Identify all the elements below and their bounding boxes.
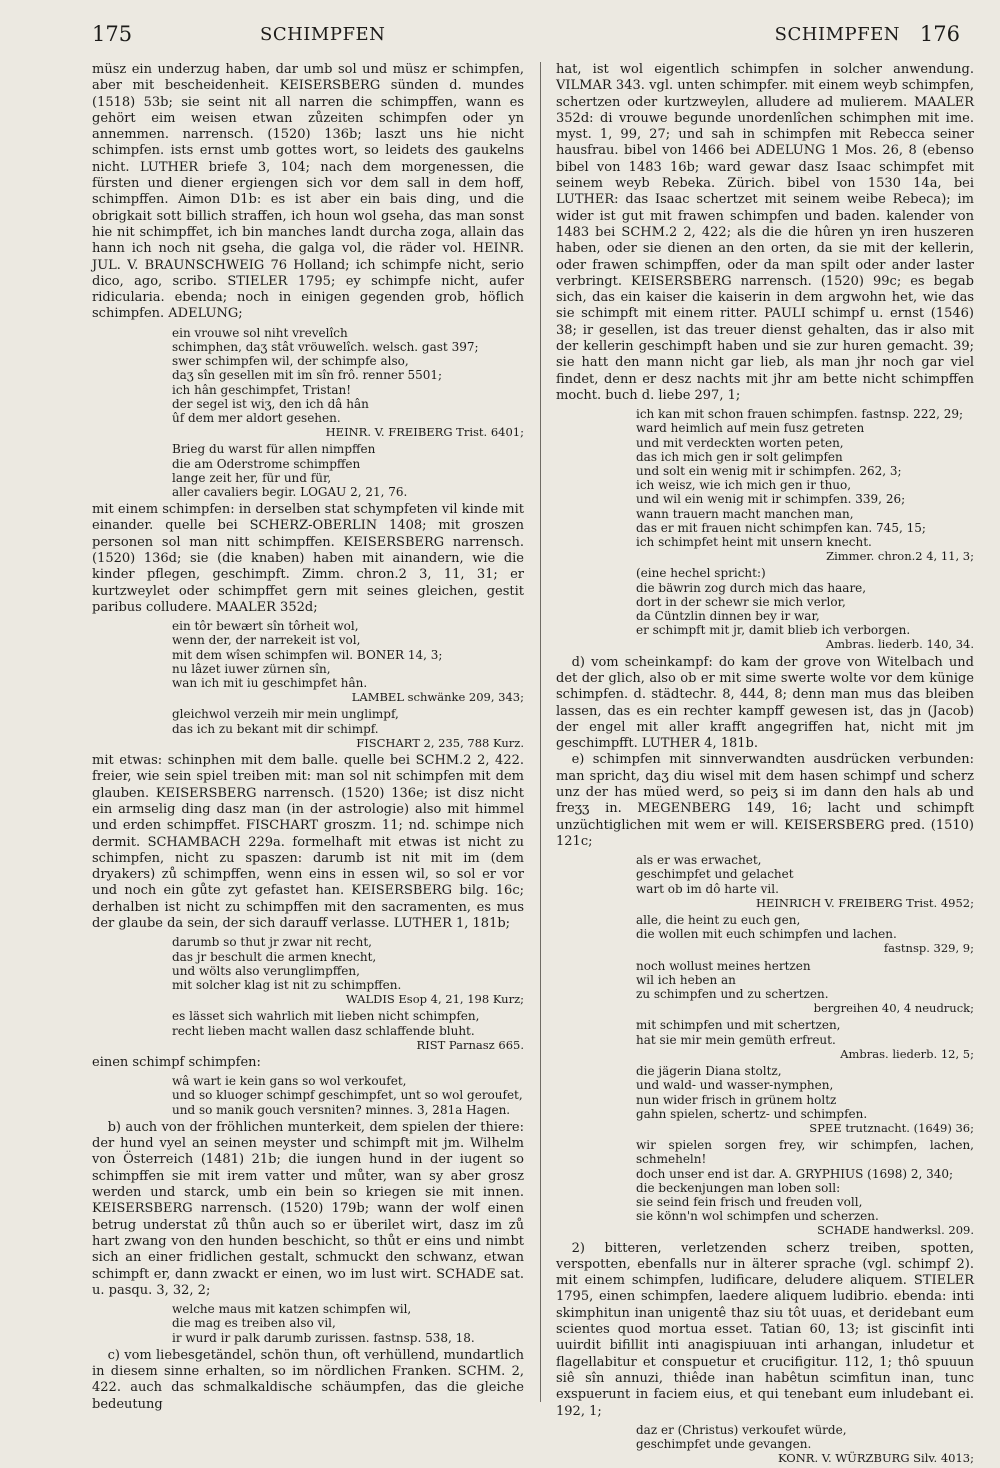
entry-paragraph: e) schimpfen mit sinnverwandten ausdrücken verbunden: man spricht, daʒ diu wisel mit dem hasen schimpf und scherz unz der has müed werd, so peiʒ si im dann den hals ab und freʒʒ in. MEGENBERG 149, 16; lacht und schimpft unzüchtiglichen mit wem er will. KEISERSBERG pred. (1510) 121c;: [556, 752, 974, 849]
verse-line: gleichwol verzeih mir mein unglimpf,: [172, 707, 399, 722]
entry-paragraph: c) vom liebesgetändel, schön thun, oft verhüllend, mundartlich in diesem sinne erhalten, so im nördlichen Franken. SCHM. 2, 422. auch das schmalkaldische schäumpfen, das die gleiche bedeutung: [92, 1347, 524, 1412]
verse-source: Ambras. liederb. 140, 34.: [825, 637, 974, 652]
verse-line: ich schimpfet heint mit unsern knecht.: [636, 535, 872, 550]
verse-line: und so manik gouch versniten? minnes. 3, 281a Hagen.: [172, 1102, 511, 1117]
verse-line: das ich mich gen ir solt gelimpfen: [636, 449, 843, 464]
verse-source: SCHADE handwerksl. 209.: [817, 1223, 974, 1238]
verse-line: ward heimlich auf mein fusz getreten: [636, 421, 865, 436]
verse-source: HEINR. V. FREIBERG Trist. 6401;: [325, 425, 524, 440]
verse-line: mit solcher klag ist nit zu schimpffen.: [172, 977, 402, 992]
verse-quotation: [172, 619, 524, 704]
verse-quotation: [172, 1074, 524, 1117]
verse-line: alle, die heint zu euch gen,: [636, 913, 801, 928]
right-column: [556, 62, 974, 1466]
verse-source: KONR. V. WÜRZBURG Silv. 4013;: [778, 1451, 974, 1466]
verse-source: SPEE trutznacht. (1649) 36;: [809, 1120, 974, 1135]
verse-line: ein tôr bewært sîn tôrheit wol,: [172, 619, 359, 634]
verse-line: darumb so thut jr zwar nit recht,: [172, 935, 372, 950]
verse-line: schimphen, daʒ stât vröuwelîch. welsch. gast 397;: [172, 339, 479, 354]
verse-source: bergreihen 40, 4 neudruck;: [813, 1001, 974, 1016]
verse-line: doch unser end ist dar. A. GRYPHIUS (1698) 2, 340;: [636, 1166, 954, 1181]
verse-line: Brieg du warst für allen nimpffen: [172, 442, 376, 457]
entry-paragraph: b) auch von der fröhlichen munterkeit, dem spielen der thiere: der hund vyel an seinen meyster und schimpft mit jm. Wilhelm von Österreich (1481) 21b; die iungen hund in der iugent so schimpffen sie mit irem vatter und můter, wan sy aber grosz werden und starck, umb ein bein so kriegen sie mit innen. KEISERSBERG narrensch. (1520) 179b; wann der wolf einen betrug understat zů thůn auch so er überilet wirt, dasz im zů hart zwang von den hunden beschicht, so thůt er eins und nimbt sich an einer fridlichen gestalt, schmuckt den schwanz, etwan schimpft er, dann zwackt er einen, wo im lust wirt. SCHADE sat. u. pasqu. 3, 32, 2;: [92, 1119, 524, 1298]
verse-source: HEINRICH V. FREIBERG Trist. 4952;: [755, 895, 974, 910]
verse-line: die jägerin Diana stoltz,: [636, 1064, 782, 1079]
verse-line: geschimpfet unde gevangen.: [636, 1437, 812, 1451]
verse-line: er schimpft mit jr, damit blieb ich verborgen.: [636, 623, 911, 638]
verse-quotation: [636, 853, 974, 910]
entry-paragraph: mit etwas: schinphen mit dem balle. quelle bei SCHM.2 2, 422. freier, wie sein spiel treiben mit: man sol nit schimpfen mit dem glauben. KEISERSBERG narrensch. (1520) 136e; ist disz nicht ein armselig ding dasz man (in der astrologie) also mit himmel und erden schimpffet. FISCHART groszm. 11; nd. schimpe nich dermit. SCHAMBACH 229a. formelhaft mit etwas ist nicht zu schimpfen, nicht zu spaszen: darumb ist nit mit im (dem dryakers) zů schimpffen, wenn eins in essen wil, so sol er vor und noch ein gůte zyt gefastet han. KEISERSBERG bilg. 16c; derhalben ist nicht zu schimpffen mit den sacramenten, es mus der glaube da sein, der sich darauff verlasse. LUTHER 1, 181b;: [92, 753, 524, 932]
verse-line: es lässet sich wahrlich mit lieben nicht schimpfen,: [172, 1009, 480, 1024]
verse-line: das ich zu bekant mit dir schimpf.: [172, 721, 379, 736]
verse-line: wâ wart ie kein gans so wol verkoufet,: [172, 1074, 407, 1089]
verse-line: ich weisz, wie ich mich gen ir thuo,: [636, 478, 852, 493]
verse-line: lange zeit her, für und für,: [172, 470, 332, 485]
left-page-number: 175: [92, 22, 133, 46]
right-running-head: SCHIMPFEN: [774, 24, 900, 45]
verse-line: wart ob im dô harte vil.: [636, 881, 779, 896]
verse-line: ir wurd ir palk darumb zurissen. fastnsp. 538, 18.: [172, 1330, 475, 1345]
verse-source: Ambras. liederb. 12, 5;: [840, 1046, 974, 1061]
entry-paragraph: d) vom scheinkampf: do kam der grove von Witelbach und det der glich, also ob er mit sime swerte wolte vor dem künige schimpfen. d. städtechr. 8, 444, 8; denn man mus das bleiben lassen, das es ein rechter kampff gewesen ist, das jn (Jacob) der engel mit aller krafft angegriffen hat, nicht mit jm geschimpfft. LUTHER 4, 181b.: [556, 654, 974, 752]
entry-paragraph: müsz ein underzug haben, dar umb sol und müsz er schimpfen, aber mit bescheidenheit. KEISERSBERG sünden d. mundes (1518) 53b; sie seint nit all narren die schimpffen, wann es gehört eim weisen etwan zůzeiten schimpfen oder yn annemmen. narrensch. (1520) 136b; laszt uns hie nicht schimpfen. ists ernst umb gottes wort, so leidets des gaukelns nicht. LUTHER briefe 3, 104; nach dem morgenessen, die fürsten und diener ergiengen sich vor dem sall in dem hoff, schimpffen. Aimon D1b: es ist aber ein bais ding, und die obrigkait sott billich straffen, ich houn wol gseha, das man sonst hie nit schimpffet, ich bin manches landt durcha zoga, allain das hann ich noch nit gseha, die galga vol, die räder vol. HEINR. JUL. V. BRAUNSCHWEIG 76 Holland; ich schimpfe nicht, serio dico, ago, scribo. STIELER 1795; ey schimpfe nicht, aufer ridicularia. ebenda; noch in einigen gegenden grob, höflich schimpfen. ADELUNG;: [92, 62, 524, 322]
verse-line: welche maus mit katzen schimpfen wil,: [172, 1302, 412, 1317]
verse-quotation: [636, 959, 974, 1016]
entry-paragraph: hat, ist wol eigentlich schimpfen in solcher anwendung. VILMAR 343. vgl. unten schimpfer. mit einem weyb schimpfen, schertzen oder kurtzweylen, alludere ad mulierem. MAALER 352d: di vrouwe begunde unordenlîchen schimphen mit ime. myst. 1, 99, 27; und sah in schimpfen mit Rebecca seiner hausfrau. bibel von 1466 bei ADELUNG 1 Mos. 26, 8 (ebenso bibel von 1483 16b; ward gewar dasz Isaac schimpfet mit seinem weyb Rebeka. Zürich. bibel von 1530 14a, bei LUTHER: das Isaac schertzet mit seinem weibe Rebeca); im wider ist gut mit frawen schimpfen und baden. kalender von 1483 bei SCHM.2 2, 422; als die die hûren yn iren huszeren haben, oder sie dienen an den orten, da sie mit der kellerin, oder frawen schimpffen, oder da man spilt oder ander laster verbringt. KEISERSBERG narrensch. (1520) 99c; es begab sich, das ein kaiser die kaiserin in dem argwohn het, wie das sie schimpft mit einem ritter. PAULI schimpf u. ernst (1546) 38; ir gesellen, ist das treuer dienst gehalten, das ir also mit der kellerin geschimpft haben und sie zur huren gemacht. 39; sie hatt den mann nicht gar lieb, als man jhr noch gar viel findet, denn er desz nachts mit jhr am bette nicht schimpffen mocht. buch d. liebe 297, 1;: [556, 62, 974, 403]
verse-quotation: [636, 566, 974, 651]
verse-source: FISCHART 2, 235, 788 Kurz.: [356, 735, 524, 750]
verse-line: daʒ sîn gesellen mit im sîn frô. renner 5501;: [172, 368, 443, 383]
verse-line: geschimpfet und gelachet: [636, 867, 794, 882]
verse-line: swer schimpfen wil, der schimpfe also,: [172, 354, 409, 369]
verse-line: mit dem wîsen schimpfen wil. BONER 14, 3;: [172, 647, 443, 662]
verse-line: nun wider frisch in grünem holtz: [636, 1092, 837, 1107]
verse-line: wil ich heben an: [636, 972, 736, 987]
verse-line: zu schimpfen und zu schertzen.: [636, 987, 829, 1002]
verse-quotation: [636, 1423, 974, 1466]
verse-line: sie könn'n wol schimpfen und scherzen.: [636, 1209, 879, 1224]
verse-line: und wil ein wenig mit ir schimpfen. 339, 26;: [636, 492, 906, 507]
verse-line: als er was erwachet,: [636, 853, 762, 868]
verse-line: und mit verdeckten worten peten,: [636, 435, 844, 450]
right-page-number: 176: [919, 22, 960, 46]
verse-line: sie seind fein frisch und freuden voll,: [636, 1194, 863, 1209]
verse-line: die mag es treiben also vil,: [172, 1316, 336, 1331]
verse-line: da Cüntzlin dinnen bey ir war,: [636, 609, 820, 624]
verse-line: wenn der, der narrekeit ist vol,: [172, 633, 361, 648]
verse-line: und so kluoger schimpf geschimpfet, unt so wol geroufet,: [172, 1088, 523, 1103]
verse-line: mit schimpfen und mit schertzen,: [636, 1018, 841, 1033]
verse-quotation: [636, 1138, 974, 1237]
verse-line: gahn spielen, schertz- und schimpfen.: [636, 1106, 868, 1121]
verse-line: die beckenjungen man loben soll:: [636, 1180, 841, 1195]
verse-source: fastnsp. 329, 9;: [883, 941, 974, 956]
entry-paragraph: 2) bitteren, verletzenden scherz treiben, spotten, verspotten, ebenfalls nur in älterer sprache (vgl. schimpf 2). mit einem schimpfen, ludificare, deludere aliquem. STIELER 1795, einen schimpfen, laedere aliquem ludibrio. ebenda: inti skimphitun inan unigentê thaz siu tôt uuas, et deridebant eum scientes quod mortua esset. Tatian 60, 13; ist giscinfit inti uuirdit bifillit inti anagispiuuan inti arhangan, inludetur et flagellabitur et conspuetur et crucifigitur. 112, 1; thô spuuun siê sîn annuzi, thiêde inan habêtun scimfitun inan, tunc exspuerunt in faciem eius, et qui tenebant eum inludebant ei. 192, 1;: [556, 1240, 974, 1419]
verse-line: und wald- und wasser-nymphen,: [636, 1078, 834, 1093]
verse-source: RIST Parnasz 665.: [416, 1037, 524, 1052]
verse-line: und solt ein wenig mit ir schimpfen. 262, 3;: [636, 464, 902, 479]
verse-source: WALDIS Esop 4, 21, 198 Kurz;: [345, 992, 524, 1007]
verse-line: hat sie mir mein gemüth erfreut.: [636, 1032, 836, 1047]
column-divider: [540, 62, 541, 1402]
verse-line: wan ich mit iu geschimpfet hân.: [172, 676, 368, 691]
verse-source: Zimmer. chron.2 4, 11, 3;: [826, 549, 974, 564]
verse-quotation: [172, 1009, 524, 1052]
verse-quotation: [636, 1064, 974, 1135]
verse-line: wir spielen sorgen frey, wir schimpfen, lachen, schmeheln!: [636, 1138, 974, 1167]
verse-line: (eine hechel spricht:): [636, 566, 766, 581]
verse-quotation: [172, 442, 524, 499]
verse-quotation: [172, 935, 524, 1006]
verse-line: dort in der schewr sie mich verlor,: [636, 594, 846, 609]
verse-line: die wollen mit euch schimpfen und lachen.: [636, 927, 897, 942]
verse-quotation: [172, 707, 524, 750]
left-column: [92, 62, 524, 1412]
verse-line: die am Oderstrome schimpffen: [172, 456, 361, 471]
verse-line: das er mit frauen nicht schimpfen kan. 745, 15;: [636, 520, 926, 535]
verse-quotation: [636, 913, 974, 956]
verse-line: wann trauern macht manchen man,: [636, 506, 854, 521]
verse-line: daz er (Christus) verkoufet würde,: [636, 1422, 847, 1437]
entry-paragraph: einen schimpf schimpfen:: [92, 1054, 261, 1070]
page-header: [92, 22, 960, 54]
verse-line: der segel ist wiʒ, den ich dâ hân: [172, 396, 369, 411]
verse-line: das jr beschult die armen knecht,: [172, 949, 377, 964]
verse-line: ich hân geschimpfet, Tristan!: [172, 382, 352, 397]
verse-quotation: [172, 1302, 524, 1345]
entry-paragraph: mit einem schimpfen: in derselben stat schympfeten vil kinde mit einander. quelle bei SCHERZ-OBERLIN 1408; mit groszen personen sol man nitt schimpffen. KEISERSBERG narrensch. (1520) 136d; sie (die knaben) haben mit ainandern, wie die kinder pflegen, geschimpft. Zimm. chron.2 3, 11, 31; er kurtzweylet oder schimpffet gern mit seines gleichen, gestit paribus colludere. MAALER 352d;: [92, 502, 524, 615]
verse-line: die bäwrin zog durch mich das haare,: [636, 580, 867, 595]
verse-line: ich kan mit schon frauen schimpfen. fastnsp. 222, 29;: [636, 407, 964, 422]
verse-line: und wölts also verunglimpffen,: [172, 963, 360, 978]
verse-quotation: [172, 326, 524, 440]
verse-line: recht lieben macht wallen dasz schlaffende bluht.: [172, 1023, 475, 1038]
verse-line: aller cavaliers begir. LOGAU 2, 21, 76.: [172, 484, 408, 499]
verse-line: noch wollust meines hertzen: [636, 958, 811, 973]
left-running-head: SCHIMPFEN: [260, 24, 386, 45]
verse-source: LAMBEL schwänke 209, 343;: [351, 690, 524, 705]
verse-quotation: [636, 407, 974, 563]
verse-quotation: [636, 1018, 974, 1061]
verse-line: ûf dem mer aldort gesehen.: [172, 410, 341, 425]
verse-line: nu lâzet iuwer zürnen sîn,: [172, 661, 331, 676]
verse-line: ein vrouwe sol niht vrevelîch: [172, 325, 348, 340]
